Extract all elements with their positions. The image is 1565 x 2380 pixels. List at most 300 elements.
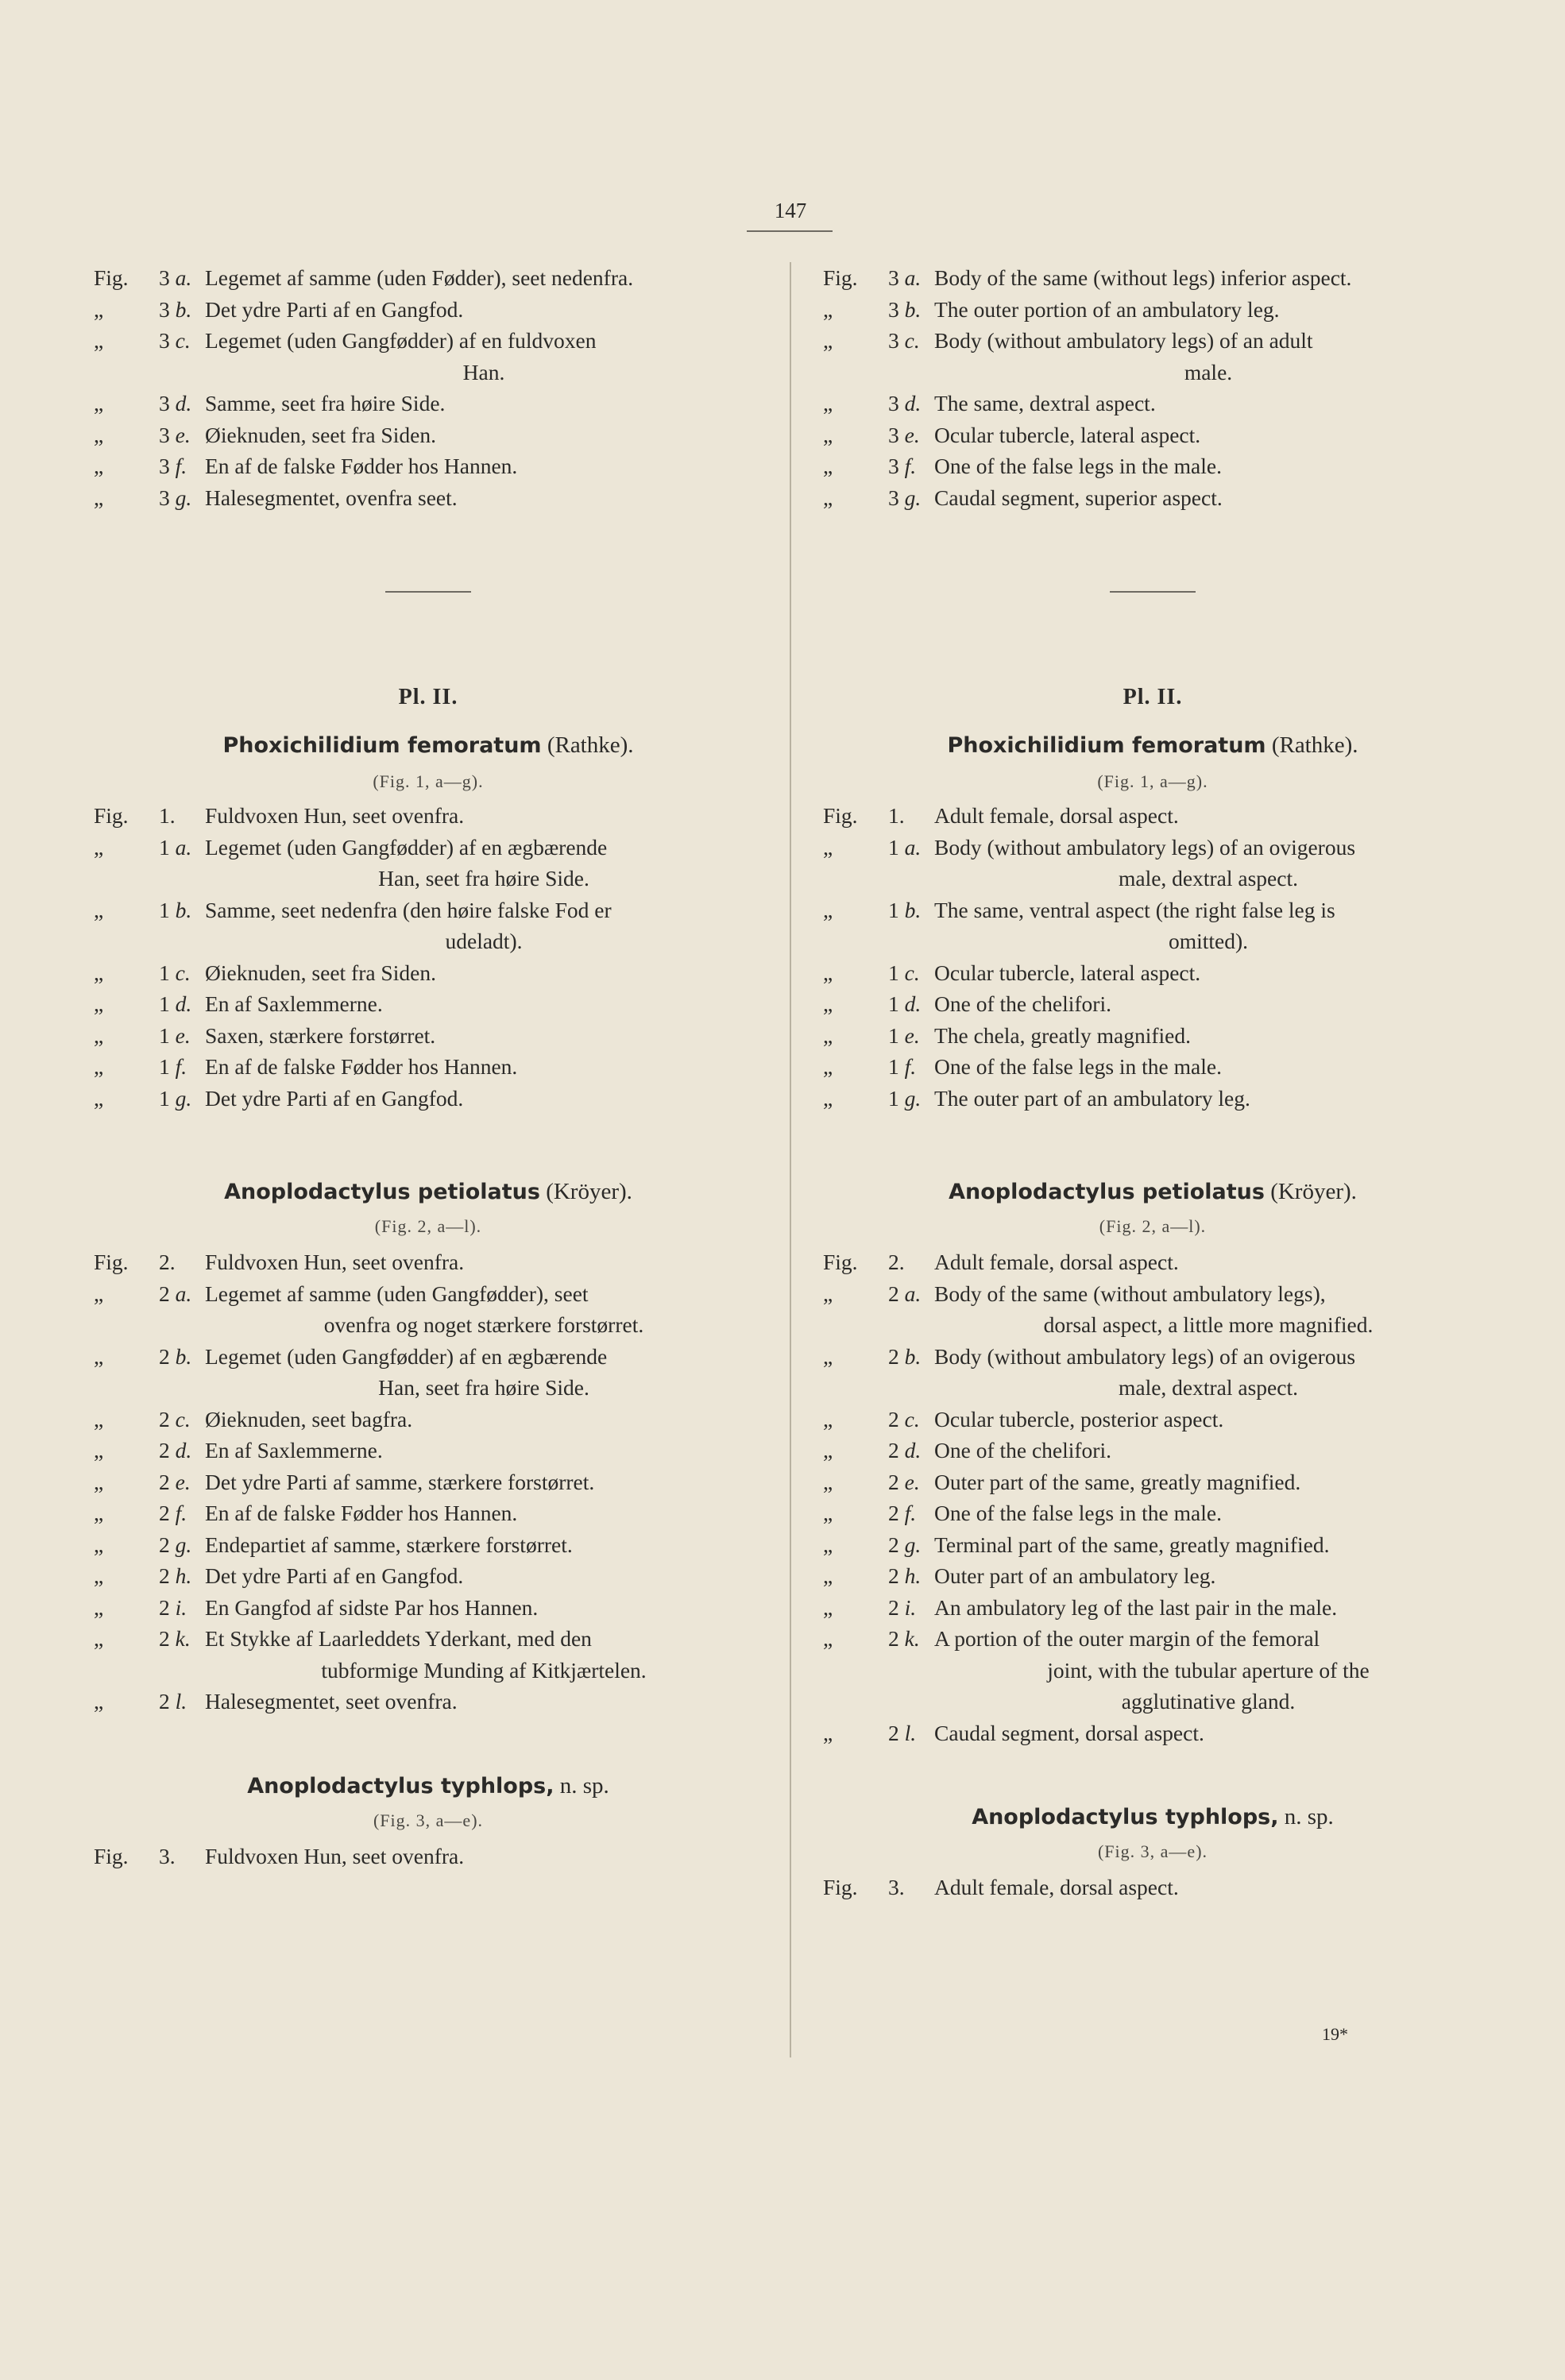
fig-letter: f. <box>175 1501 187 1525</box>
fig-prefix: „ <box>823 834 833 860</box>
plate-label: Pl. II. <box>398 685 458 709</box>
fig-description-continuation: agglutinative gland. <box>1121 1689 1296 1714</box>
fig-description <box>205 482 763 514</box>
fig-description-line: Body of the same (without ambulatory legs), <box>934 1281 1326 1306</box>
fig-letter: e. <box>175 422 191 447</box>
fig-number-digit: 2 <box>888 1532 899 1557</box>
figure-caption <box>94 482 763 514</box>
fig-number-digit: 1 <box>159 1054 170 1079</box>
fig-description-line: Legemet af samme (uden Fødder), seet nedenfra. <box>205 265 634 290</box>
fig-number <box>880 1529 934 1561</box>
figure-caption <box>94 1246 763 1278</box>
fig-description <box>205 1466 763 1498</box>
fig-number-digit: 1. <box>888 803 905 828</box>
figure-caption <box>94 1051 763 1083</box>
fig-description <box>934 450 1482 482</box>
fig-number-digit: 2 <box>888 1501 899 1525</box>
fig-letter: d. <box>904 991 922 1016</box>
fig-number <box>880 894 934 957</box>
fig-number <box>880 1020 934 1052</box>
fig-prefix: Fig. <box>94 1843 129 1868</box>
fig-description <box>934 262 1482 294</box>
fig-number <box>151 957 205 989</box>
figure-caption <box>94 1435 763 1466</box>
fig-number-digit: 2 <box>888 1720 899 1745</box>
fig-letter: e. <box>904 422 920 447</box>
fig-description <box>205 1497 763 1529</box>
fig-number <box>880 1051 934 1083</box>
fig-letter: k. <box>175 1626 191 1651</box>
fig-letter: g. <box>904 1532 922 1557</box>
species-title: Anoplodactylus typhlops, n. sp. <box>247 1772 609 1799</box>
fig-number <box>880 957 934 989</box>
fig-description-line: Legemet (uden Gangfødder) af en ægbærende <box>205 834 608 860</box>
fig-description <box>205 957 763 989</box>
fig-number-digit: 2 <box>888 1438 899 1462</box>
figure-caption <box>94 1278 763 1341</box>
fig-description-line: An ambulatory leg of the last pair in the male. <box>934 1594 1338 1620</box>
fig-letter: c. <box>175 960 191 985</box>
fig-number-digit: 3. <box>888 1875 905 1899</box>
fig-description <box>934 1020 1482 1052</box>
fig-prefix: „ <box>823 960 833 985</box>
fig-number <box>880 1466 934 1498</box>
plate-label: Pl. II. <box>1123 685 1183 709</box>
fig-description <box>205 832 763 894</box>
fig-number-digit: 2. <box>159 1250 176 1274</box>
fig-number <box>151 1020 205 1052</box>
figure-caption <box>94 800 763 832</box>
fig-number <box>880 388 934 419</box>
fig-number-digit: 1 <box>888 1085 899 1111</box>
fig-prefix: „ <box>823 1085 833 1111</box>
fig-prefix: „ <box>823 422 833 447</box>
fig-number <box>151 294 205 326</box>
fig-number <box>880 294 934 326</box>
fig-letter: d. <box>175 991 192 1016</box>
fig-number-digit: 2 <box>888 1594 899 1620</box>
figure-caption <box>94 832 763 894</box>
fig-description <box>205 325 763 388</box>
fig-prefix: „ <box>823 1343 833 1369</box>
fig-description <box>934 800 1482 832</box>
fig-number-digit: 2 <box>159 1406 170 1431</box>
fig-number <box>880 450 934 482</box>
fig-number <box>151 325 205 388</box>
fig-description-line: One of the false legs in the male. <box>934 1054 1222 1079</box>
species-title: Anoplodactylus petiolatus (Kröyer). <box>224 1179 632 1204</box>
fig-letter: d. <box>175 1438 192 1462</box>
top-fig-list <box>94 262 763 513</box>
fig-description-line: One of the chelifori. <box>934 991 1111 1016</box>
fig-description-line: En af de falske Fødder hos Hannen. <box>205 454 518 478</box>
fig-description <box>934 1717 1482 1749</box>
fig-description <box>205 800 763 832</box>
fig-prefix: „ <box>823 485 833 510</box>
fig-description-continuation: omitted). <box>1168 929 1249 953</box>
fig-number <box>151 1841 205 1872</box>
fig-number-digit: 3 <box>159 391 170 415</box>
figure-caption <box>94 1497 763 1529</box>
fig-description-line: A portion of the outer margin of the femoral <box>934 1626 1320 1651</box>
fig-letter: e. <box>904 1022 920 1048</box>
fig-description-line: Fuldvoxen Hun, seet ovenfra. <box>205 1250 465 1274</box>
fig-prefix: Fig. <box>823 803 858 828</box>
fig-number-digit: 3 <box>159 422 170 447</box>
fig-number-digit: 2 <box>159 1438 170 1462</box>
fig-description <box>205 1686 763 1717</box>
fig-prefix: „ <box>823 1501 833 1525</box>
fig-prefix: „ <box>94 991 104 1016</box>
fig-number <box>880 832 934 894</box>
figure-caption <box>94 957 763 989</box>
fig-prefix: „ <box>94 1085 104 1111</box>
fig-prefix: „ <box>823 1469 833 1494</box>
fig-description-line: The outer part of an ambulatory leg. <box>934 1085 1250 1111</box>
fig-prefix: „ <box>94 296 104 322</box>
fig-number-digit: 3 <box>888 328 899 353</box>
fig-description-line: The same, ventral aspect (the right false leg is <box>934 897 1335 922</box>
fig-range: (Fig. 2, a—l). <box>1099 1216 1207 1236</box>
fig-prefix: „ <box>94 897 104 922</box>
fig-letter: k. <box>904 1626 920 1651</box>
fig-description <box>934 1592 1482 1624</box>
fig-description <box>205 1560 763 1592</box>
fig-description-line: Fuldvoxen Hun, seet ovenfra. <box>205 1843 465 1868</box>
fig-prefix: „ <box>823 1022 833 1048</box>
figure-caption <box>823 957 1482 989</box>
figure-caption <box>823 800 1482 832</box>
figure-caption <box>94 1623 763 1686</box>
fig-list-species-2 <box>94 1246 763 1717</box>
figure-caption <box>823 482 1482 514</box>
figure-caption <box>823 1717 1482 1749</box>
fig-letter: a. <box>175 834 192 860</box>
fig-description <box>934 1623 1482 1717</box>
figure-caption <box>823 1246 1482 1278</box>
fig-description-line: One of the chelifori. <box>934 1438 1111 1462</box>
species-title: Phoxichilidium femoratum (Rathke). <box>947 732 1358 758</box>
fig-range: (Fig. 2, a—l). <box>374 1216 482 1236</box>
figure-caption <box>823 1872 1482 1903</box>
fig-number <box>880 1623 934 1717</box>
fig-number-digit: 2 <box>159 1689 170 1714</box>
fig-prefix: „ <box>823 1054 833 1079</box>
fig-letter: b. <box>175 1343 192 1369</box>
figure-caption <box>94 1560 763 1592</box>
fig-number <box>880 988 934 1020</box>
fig-range: (Fig. 1, a—g). <box>373 771 484 791</box>
fig-description-line: Øieknuden, seet fra Siden. <box>205 960 436 985</box>
fig-number <box>880 1717 934 1749</box>
fig-number <box>151 419 205 451</box>
fig-letter: b. <box>175 897 192 922</box>
figure-caption <box>94 1686 763 1717</box>
fig-description <box>205 419 763 451</box>
fig-number-digit: 3 <box>888 485 899 510</box>
fig-letter: f. <box>904 1501 917 1525</box>
fig-number-digit: 3 <box>888 422 899 447</box>
figure-caption <box>94 1592 763 1624</box>
fig-number <box>880 1435 934 1466</box>
fig-description <box>205 1623 763 1686</box>
figure-caption <box>823 325 1482 388</box>
fig-description-line: Legemet (uden Gangfødder) af en ægbærende <box>205 1343 608 1369</box>
fig-number <box>151 388 205 419</box>
fig-description <box>934 325 1482 388</box>
fig-letter: b. <box>175 296 192 322</box>
fig-description-line: Adult female, dorsal aspect. <box>934 803 1179 828</box>
fig-description-line: Outer part of the same, greatly magnified. <box>934 1469 1301 1494</box>
fig-letter: b. <box>904 296 922 322</box>
fig-number <box>880 325 934 388</box>
figure-caption <box>823 262 1482 294</box>
figure-caption <box>94 1020 763 1052</box>
fig-letter: d. <box>904 391 922 415</box>
fig-description <box>934 1560 1482 1592</box>
fig-letter: a. <box>904 834 922 860</box>
figure-caption <box>94 419 763 451</box>
fig-number <box>880 1083 934 1115</box>
fig-description <box>205 1020 763 1052</box>
fig-description-line: One of the false legs in the male. <box>934 1501 1222 1525</box>
species-title: Anoplodactylus petiolatus (Kröyer). <box>949 1179 1357 1204</box>
fig-description <box>205 1051 763 1083</box>
fig-number-digit: 2 <box>159 1532 170 1557</box>
fig-number <box>151 1404 205 1435</box>
figure-caption <box>94 450 763 482</box>
fig-description-line: Body (without ambulatory legs) of an ovigerous <box>934 1343 1356 1369</box>
fig-letter: f. <box>175 454 187 478</box>
species-title: Anoplodactylus typhlops, n. sp. <box>972 1804 1334 1829</box>
fig-prefix: „ <box>94 834 104 860</box>
fig-number-digit: 1 <box>159 960 170 985</box>
fig-description <box>934 957 1482 989</box>
fig-prefix: Fig. <box>94 1250 129 1274</box>
figure-caption <box>823 419 1482 451</box>
fig-range: (Fig. 1, a—g). <box>1097 771 1208 791</box>
fig-description <box>934 894 1482 957</box>
fig-letter: g. <box>175 485 192 510</box>
fig-number-digit: 1 <box>888 991 899 1016</box>
fig-description <box>205 388 763 419</box>
fig-number <box>151 1592 205 1624</box>
fig-list-species-2 <box>823 1246 1482 1748</box>
fig-description-line: Endepartiet af samme, stærkere forstørret. <box>205 1532 573 1557</box>
fig-number-digit: 1 <box>888 960 899 985</box>
fig-description-continuation: joint, with the tubular aperture of the <box>1047 1657 1370 1683</box>
fig-description-line: Body (without ambulatory legs) of an ovigerous <box>934 834 1356 860</box>
fig-number-digit: 3 <box>888 391 899 415</box>
fig-letter: e. <box>904 1469 920 1494</box>
fig-prefix: Fig. <box>823 265 858 290</box>
fig-number <box>880 1404 934 1435</box>
fig-letter: f. <box>175 1054 187 1079</box>
fig-prefix: „ <box>823 1281 833 1306</box>
fig-number-digit: 2 <box>159 1281 170 1306</box>
fig-letter: i. <box>175 1594 187 1620</box>
fig-description <box>934 1341 1482 1404</box>
fig-number <box>151 1497 205 1529</box>
figure-caption <box>823 1592 1482 1624</box>
fig-prefix: „ <box>94 391 104 415</box>
fig-description <box>934 1872 1482 1903</box>
figure-caption <box>94 1466 763 1498</box>
figure-caption <box>94 1841 763 1872</box>
fig-number-digit: 1 <box>159 834 170 860</box>
fig-prefix: „ <box>823 1720 833 1745</box>
figure-caption <box>823 388 1482 419</box>
fig-prefix: „ <box>94 1532 104 1557</box>
fig-number <box>880 1246 934 1278</box>
figure-caption <box>94 1341 763 1404</box>
fig-number-digit: 1 <box>888 834 899 860</box>
fig-number-digit: 3 <box>888 296 899 322</box>
fig-number <box>151 1341 205 1404</box>
fig-letter: e. <box>175 1469 191 1494</box>
fig-description-line: Ocular tubercle, lateral aspect. <box>934 422 1201 447</box>
fig-number <box>151 1686 205 1717</box>
fig-number <box>151 1466 205 1498</box>
fig-number <box>880 1341 934 1404</box>
right-column-english <box>823 262 1482 1903</box>
fig-description-line: Fuldvoxen Hun, seet ovenfra. <box>205 803 465 828</box>
fig-number <box>151 1435 205 1466</box>
fig-description-continuation: Han, seet fra høire Side. <box>378 1375 589 1400</box>
fig-description-line: En Gangfod af sidste Par hos Hannen. <box>205 1594 539 1620</box>
fig-letter: d. <box>175 391 192 415</box>
fig-description <box>205 988 763 1020</box>
fig-list-species-1 <box>94 800 763 1114</box>
fig-prefix: „ <box>94 1406 104 1431</box>
fig-description <box>934 988 1482 1020</box>
page-number-rule <box>747 230 833 232</box>
fig-description <box>205 450 763 482</box>
fig-number <box>151 482 205 514</box>
fig-letter: a. <box>904 1281 922 1306</box>
fig-prefix: „ <box>94 1594 104 1620</box>
fig-letter: h. <box>175 1563 192 1588</box>
fig-prefix: „ <box>823 296 833 322</box>
fig-description-line: En af de falske Fødder hos Hannen. <box>205 1054 518 1079</box>
fig-description <box>205 262 763 294</box>
fig-description-continuation: male, dextral aspect. <box>1118 1375 1298 1400</box>
figure-caption <box>94 1529 763 1561</box>
fig-number <box>151 1083 205 1115</box>
fig-number <box>880 1278 934 1341</box>
fig-letter: i. <box>904 1594 917 1620</box>
fig-prefix: Fig. <box>94 803 129 828</box>
fig-letter: a. <box>175 265 192 290</box>
fig-description-line: Caudal segment, superior aspect. <box>934 485 1223 510</box>
fig-letter: a. <box>904 265 922 290</box>
fig-prefix: „ <box>823 1532 833 1557</box>
fig-letter: a. <box>175 1281 192 1306</box>
fig-number-digit: 3 <box>159 454 170 478</box>
left-column-danish <box>94 262 763 1872</box>
fig-number <box>880 800 934 832</box>
fig-description-line: The same, dextral aspect. <box>934 391 1156 415</box>
fig-description <box>205 1341 763 1404</box>
fig-description-line: One of the false legs in the male. <box>934 454 1222 478</box>
fig-prefix: Fig. <box>94 265 129 290</box>
fig-number-digit: 3. <box>159 1843 176 1868</box>
fig-description-line: Legemet af samme (uden Gangfødder), seet <box>205 1281 589 1306</box>
fig-prefix: „ <box>94 1501 104 1525</box>
fig-number <box>880 1592 934 1624</box>
page-number: 147 <box>774 199 807 222</box>
fig-description <box>934 294 1482 326</box>
figure-caption <box>823 1623 1482 1717</box>
figure-caption <box>94 294 763 326</box>
fig-prefix: „ <box>823 1406 833 1431</box>
fig-letter: l. <box>175 1689 187 1714</box>
fig-description-line: Det ydre Parti af en Gangfod. <box>205 1085 464 1111</box>
figure-caption <box>823 1560 1482 1592</box>
fig-description-continuation: male. <box>1184 359 1233 384</box>
fig-number-digit: 2 <box>159 1626 170 1651</box>
fig-description-line: Øieknuden, seet bagfra. <box>205 1406 413 1431</box>
figure-caption <box>823 988 1482 1020</box>
fig-letter: c. <box>904 1406 920 1431</box>
fig-prefix: „ <box>823 1594 833 1620</box>
fig-number-digit: 1 <box>888 1054 899 1079</box>
fig-description <box>934 419 1482 451</box>
figure-caption <box>823 1497 1482 1529</box>
fig-description <box>205 1404 763 1435</box>
fig-description <box>205 1841 763 1872</box>
fig-prefix: „ <box>823 454 833 478</box>
fig-number <box>880 482 934 514</box>
fig-prefix: „ <box>823 1626 833 1651</box>
fig-prefix: Fig. <box>823 1250 858 1274</box>
fig-number <box>151 988 205 1020</box>
fig-prefix: „ <box>94 328 104 353</box>
fig-description-continuation: ovenfra og noget stærkere forstørret. <box>323 1312 644 1337</box>
fig-description-line: Body of the same (without legs) inferior aspect. <box>934 265 1352 290</box>
fig-number-digit: 2 <box>159 1343 170 1369</box>
fig-description <box>205 1592 763 1624</box>
fig-number <box>151 894 205 957</box>
fig-letter: e. <box>175 1022 191 1048</box>
fig-letter: b. <box>904 897 922 922</box>
fig-description <box>934 1435 1482 1466</box>
fig-description-line: Terminal part of the same, greatly magnified. <box>934 1532 1330 1557</box>
fig-description-line: Adult female, dorsal aspect. <box>934 1250 1179 1274</box>
fig-description-continuation: male, dextral aspect. <box>1118 866 1298 891</box>
fig-number-digit: 2 <box>888 1406 899 1431</box>
fig-number <box>151 1246 205 1278</box>
figure-caption <box>823 1435 1482 1466</box>
fig-description-line: Et Stykke af Laarleddets Yderkant, med den <box>205 1626 592 1651</box>
figure-caption <box>823 1083 1482 1115</box>
fig-description-line: The outer portion of an ambulatory leg. <box>934 296 1280 322</box>
fig-prefix: „ <box>823 391 833 415</box>
fig-description <box>934 1246 1482 1278</box>
fig-list-species-3 <box>823 1872 1482 1903</box>
figure-caption <box>823 450 1482 482</box>
fig-description-line: Det ydre Parti af en Gangfod. <box>205 1563 464 1588</box>
fig-number <box>880 1872 934 1903</box>
fig-prefix: „ <box>94 1563 104 1588</box>
figure-caption <box>94 1083 763 1115</box>
figure-caption <box>823 1051 1482 1083</box>
fig-prefix: „ <box>823 897 833 922</box>
fig-range: (Fig. 3, a—e). <box>373 1810 484 1830</box>
fig-number-digit: 1 <box>888 1022 899 1048</box>
fig-description-line: Ocular tubercle, posterior aspect. <box>934 1406 1224 1431</box>
fig-number <box>151 1529 205 1561</box>
